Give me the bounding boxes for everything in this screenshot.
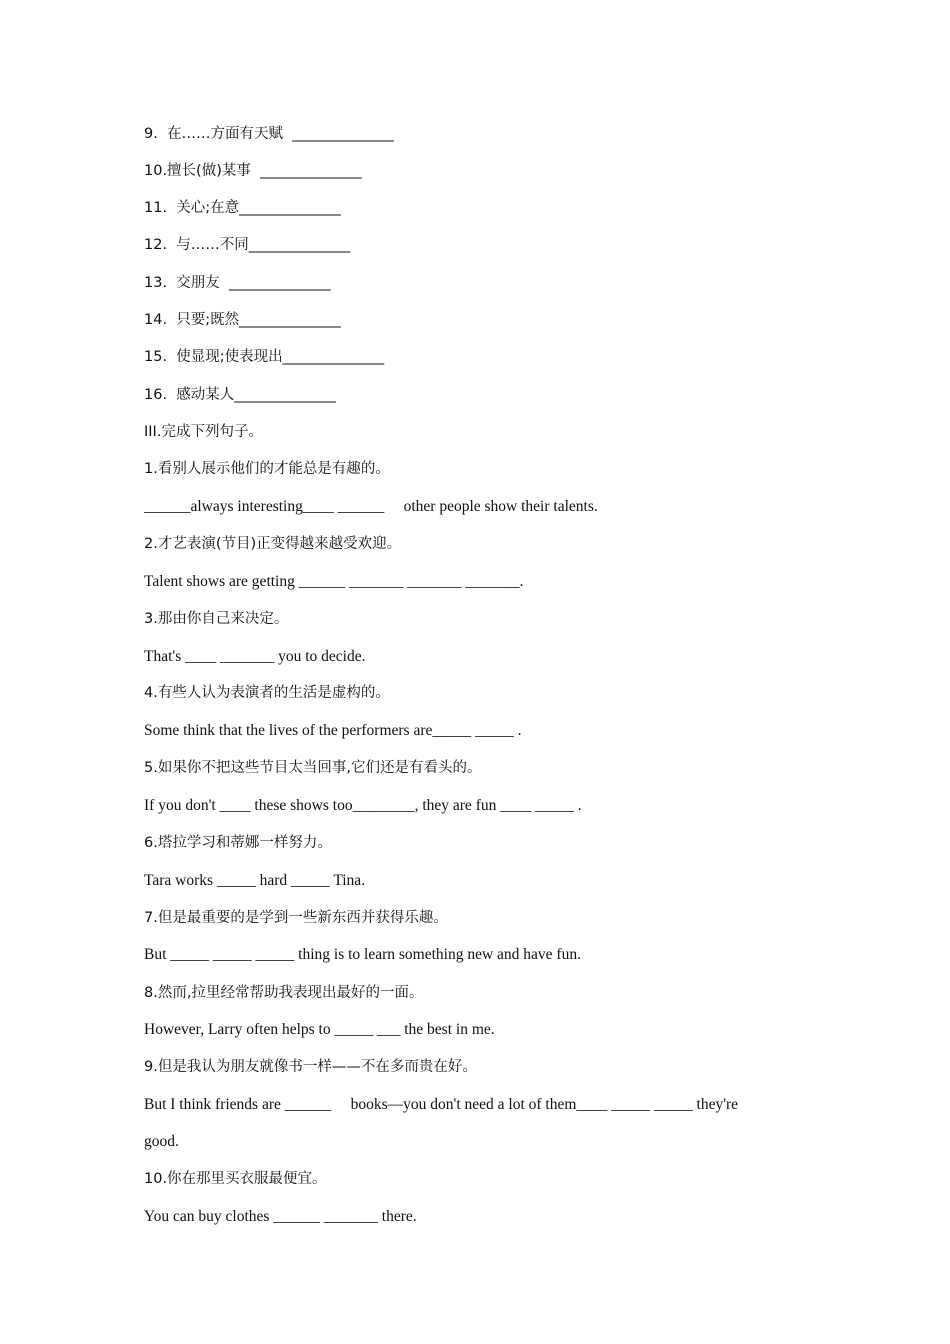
sentence-3-chinese: 3.那由你自己来决定。 — [144, 611, 289, 627]
sentence-9-english-continued: good. — [144, 1133, 179, 1150]
sentence-5-chinese: 5.如果你不把这些节目太当回事,它们还是有看头的。 — [144, 760, 482, 776]
sentence-4-chinese: 4.有些人认为表演者的生活是虚构的。 — [144, 685, 390, 701]
sentence-9-english: But I think friends are ______ books—you don't need a lot of them____ _____ _____ they're — [144, 1096, 739, 1113]
vocab-item-14: 14. 只要;既然______________ — [144, 312, 341, 328]
vocab-item-9: 9. 在……方面有天赋 ______________ — [144, 126, 394, 142]
vocab-item-10: 10.擅长(做)某事 ______________ — [144, 163, 362, 179]
sentence-3-english: That's ____ _______ you to decide. — [144, 648, 366, 665]
sentence-9-chinese: 9.但是我认为朋友就像书一样——不在多而贵在好。 — [144, 1059, 477, 1075]
sentence-7-chinese: 7.但是最重要的是学到一些新东西并获得乐趣。 — [144, 910, 448, 926]
sentence-10-chinese: 10.你在那里买衣服最便宜。 — [144, 1171, 327, 1187]
vocab-item-12: 12. 与……不同______________ — [144, 237, 351, 253]
sentence-1-chinese: 1.看别人展示他们的才能总是有趣的。 — [144, 461, 390, 477]
sentence-8-chinese: 8.然而,拉里经常帮助我表现出最好的一面。 — [144, 985, 424, 1001]
sentence-5-english: If you don't ____ these shows too________, they are fun ____ _____ . — [144, 797, 582, 814]
sentence-1-english: ______always interesting____ ______ other people show their talents. — [144, 498, 598, 515]
section-title: III.完成下列句子。 — [144, 424, 263, 440]
vocab-item-11: 11. 关心;在意______________ — [144, 200, 341, 216]
sentence-8-english: However, Larry often helps to _____ ___ the best in me. — [144, 1021, 495, 1038]
vocab-item-16: 16. 感动某人______________ — [144, 387, 336, 403]
vocab-item-15: 15. 使显现;使表现出______________ — [144, 349, 385, 365]
vocab-item-13: 13. 交朋友 ______________ — [144, 275, 331, 291]
sentence-2-chinese: 2.才艺表演(节目)正变得越来越受欢迎。 — [144, 536, 402, 552]
sentence-7-english: But _____ _____ _____ thing is to learn something new and have fun. — [144, 946, 581, 963]
sentence-6-english: Tara works _____ hard _____ Tina. — [144, 872, 366, 889]
sentence-2-english: Talent shows are getting ______ _______ _______ _______. — [144, 573, 524, 590]
sentence-4-english: Some think that the lives of the performers are_____ _____ . — [144, 722, 522, 739]
sentence-10-english: You can buy clothes ______ _______ there. — [144, 1208, 417, 1225]
sentence-6-chinese: 6.塔拉学习和蒂娜一样努力。 — [144, 835, 332, 851]
